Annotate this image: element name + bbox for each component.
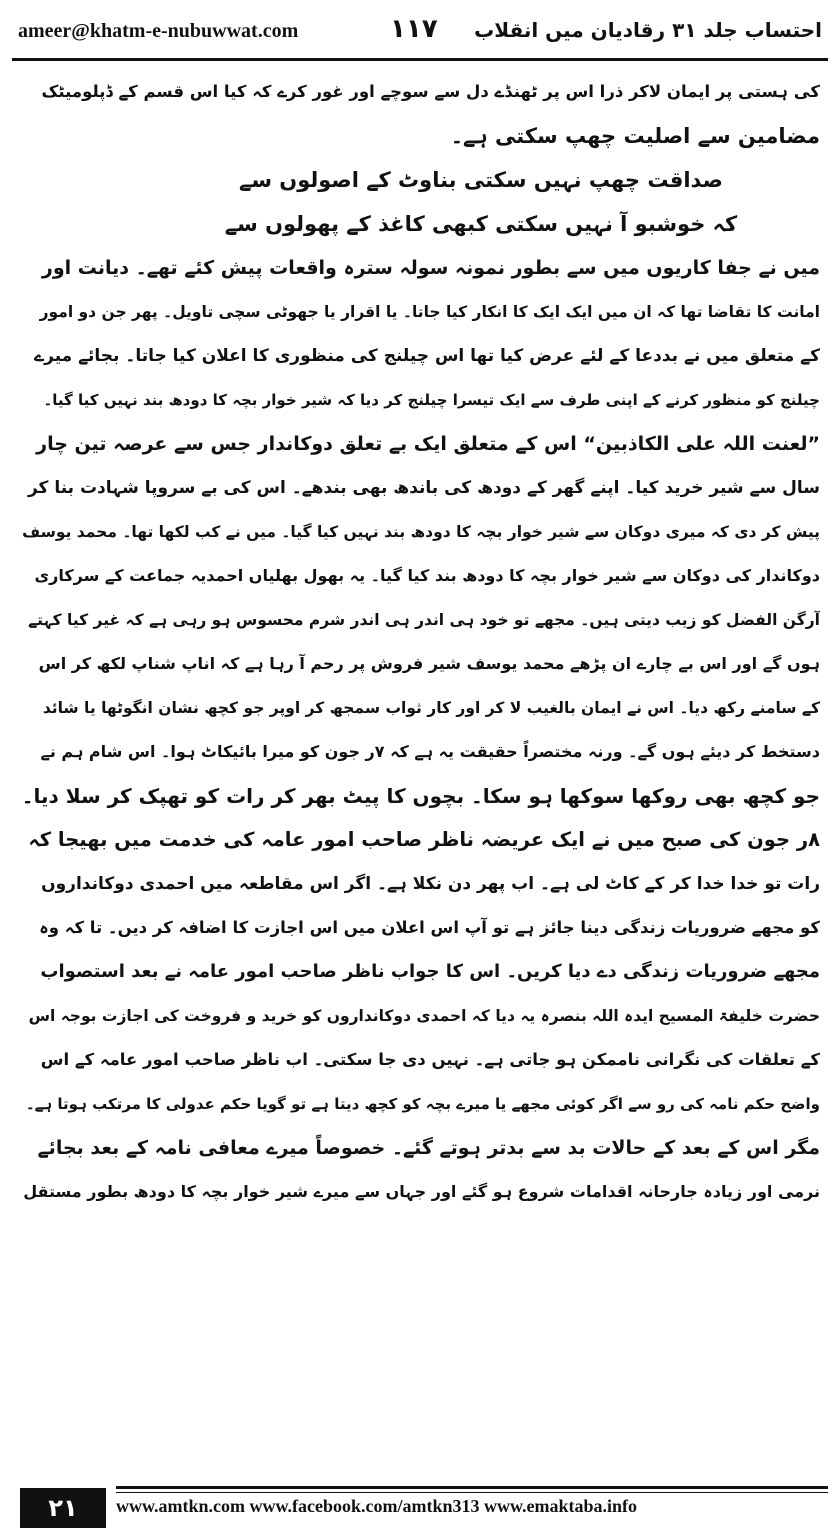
text-line: مضامین سے اصلیت چھپ سکتی ہے۔ [450,124,820,148]
body-text [22,70,820,1214]
text-line: کی ہستی پر ایمان لاکر ذرا اس پر ٹھنڈے دل سے سوچے اور غور کرے کہ کیا اس قسم کے ڈپلومیٹک [41,82,820,101]
footer-page-number: ۲۱ [20,1488,106,1528]
text-line: مجھے ضروریات زندگی دے دیا کریں۔ اس کا جواب ناظر صاحب امور عامہ نے بعد استصواب [40,961,820,982]
text-line: میں نے جفا کاریوں میں سے بطور نمونہ سولہ سترہ واقعات پیش کئے تھے۔ دیانت اور [41,257,820,279]
text-line: واضح حکم نامہ کی رو سے اگر کوئی مجھے یا میرے بچہ کو کچھ دیتا ہے تو گویا حکم عدولی کا مرتکب ہوتا ہے۔ [25,1095,820,1113]
text-line: چیلنج کو منظور کرنے کے اپنی طرف سے ایک تیسرا چیلنج کر دیا کہ شیر خوار بچہ کا دودھ بند نہیں کیا گیا۔ [43,391,820,409]
footer-rule [116,1486,828,1489]
text-line: کے تعلقات کی نگرانی ناممکن ہو جاتی ہے۔ نہیں دی جا سکتی۔ اب ناظر صاحب امور عامہ کے اس [40,1050,820,1069]
footer-rule-thin [116,1492,828,1493]
text-line: حضرت خلیفۃ المسیح ایدہ اللہ بنصرہ یہ دیا کہ احمدی دوکانداروں کو خرید و فروخت کی اجازت بوجہ اس [28,1007,820,1025]
text-line: دوکاندار کی دوکان سے شیر خوار بچہ کا دودھ بند کیا گیا۔ یہ بھول بھلیاں احمدیہ جماعت کے سرکاری [34,566,820,585]
text-line: جو کچھ بھی روکھا سوکھا ہو سکا۔ بچوں کا پیٹ بھر کر رات کو تھپک کر سلا دیا۔ [22,784,820,808]
page-footer [12,1486,828,1530]
header-rule [12,58,828,61]
header-page-number: ۱۱۷ [390,14,438,44]
footer-urls[interactable]: www.amtkn.com www.facebook.com/amtkn313 www.emaktaba.info [116,1496,637,1516]
text-line: امانت کا تقاضا تھا کہ ان میں ایک ایک کا انکار کیا جاتا۔ یا اقرار یا جھوٹی سچی تاویل۔ پھر جن دو امور [39,303,820,321]
text-line: کے متعلق میں نے بددعا کے لئے عرض کیا تھا اس چیلنج کی منظوری کا اعلان کیا جاتا۔ بجائے میرے [34,346,820,366]
header-title: احتساب جلد ۳۱ رقادیان میں انقلاب [474,18,822,42]
text-line: پیش کر دی کہ میری دوکان سے شیر خوار بچہ کا دودھ بند نہیں کیا گیا۔ میں نے کب لکھا تھا۔ محمد یوسف [22,523,820,541]
text-line: سال سے شیر خرید کیا۔ اپنے گھر کے دودھ کی باندھ بھی بندھے۔ اس کی بے سروپا شہادت بنا کر [27,478,820,498]
header-email[interactable]: ameer@khatm-e-nubuwwat.com [18,20,299,42]
text-line: ”لعنت اللہ علی الکاذبین“ اس کے متعلق ایک بے تعلق دوکاندار جس سے عرصہ تین چار [36,433,820,455]
text-line: ۸ر جون کی صبح میں نے ایک عریضہ ناظر صاحب امور عامہ کی خدمت میں بھیجا کہ [28,828,820,851]
text-line: دستخط کر دیئے ہوں گے۔ ورنہ مختصراً حقیقت یہ ہے کہ ۷ر جون کو میرا بائیکاٹ ہوا۔ اس شام ہم نے [40,742,820,761]
page-header [18,12,822,58]
text-line: کے سامنے رکھ دیا۔ اس نے ایمان بالغیب لا کر اور کار ثواب سمجھ کر اوپر جو کچھ نشان انگوٹھا یا شائد [42,699,820,717]
verse-line: صداقت چھپ نہیں سکتی بناوٹ کے اصولوں سے [239,168,723,192]
text-line: ہوں گے اور اس بے چارے ان پڑھے محمد یوسف شیر فروش پر رحم آ رہا ہے کہ اناپ شناپ لکھ کر اس [38,654,820,673]
text-line: کو مجھے ضروریات زندگی دینا جائز ہے تو آپ اس اعلان میں اس اجازت کا اضافہ کر دیں۔ تا کہ وہ [39,918,820,937]
text-line: مگر اس کے بعد کے حالات بد سے بدتر ہوتے گئے۔ خصوصاً میرے معافی نامہ کے بعد بجائے [37,1137,820,1159]
text-line: نرمی اور زیادہ جارحانہ اقدامات شروع ہو گئے اور جہاں سے میرے شیر خوار بچہ کا دودھ بطور مستقل [23,1182,820,1201]
text-line: رات تو خدا خدا کر کے کاٹ لی ہے۔ اب پھر دن نکلا ہے۔ اگر اس مقاطعہ میں احمدی دوکانداروں [41,874,820,894]
verse-line: کہ خوشبو آ نہیں سکتی کبھی کاغذ کے پھولوں سے [224,212,738,236]
text-line: آرگن الفضل کو زیب دیتی ہیں۔ مجھے تو خود ہی اندر ہی اندر شرم محسوس ہو رہی ہے کہ غیر کیا کہتے [28,611,820,629]
